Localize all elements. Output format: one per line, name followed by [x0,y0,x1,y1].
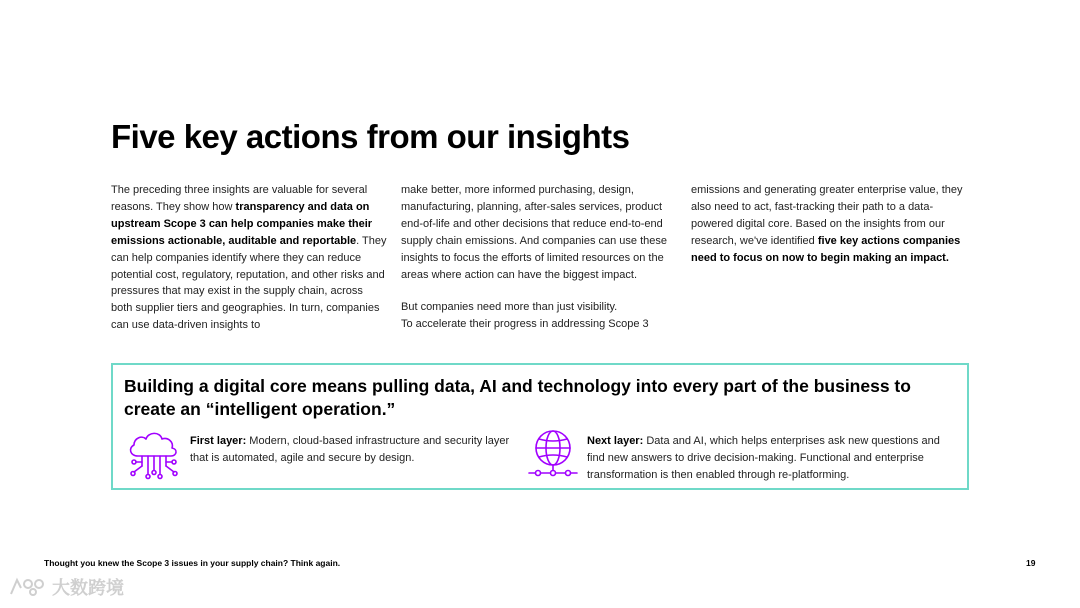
first-layer-label: First layer: [190,435,247,447]
col3-bold-text: five key actions companies need to focus on now to begin making an impact. [691,234,961,264]
watermark [8,574,124,600]
page-title: Five key actions from our insights [111,118,630,155]
callout-heading: Building a digital core means pulling data, AI and technology into every part of the business to create an “intelligent operation.” [124,376,911,419]
page-number: 19 [1026,558,1036,568]
col1-bold-text: transparency and data on upstream Scope 3 can help companies make their emissions actionable, auditable and reportable [111,200,373,247]
globe-network-icon [527,428,585,486]
first-layer-text: Modern, cloud-based infrastructure and security layer that is automated, agile and secure by design. [190,435,510,464]
col2-paragraph-3: To accelerate their progress in addressing Scope 3 [401,318,649,331]
footer-text: Thought you knew the Scope 3 issues in your supply chain? Think again. [44,558,341,568]
watermark-text: 大数跨境 [52,578,124,598]
next-layer-description [587,433,957,484]
next-layer-text: Data and AI, which helps enterprises ask new questions and find new answers to drive decision-making. Functional and enterprise transformation is then enabled through re-platforming. [587,435,940,481]
body-column-1 [111,182,387,334]
body-column-3 [691,182,967,267]
col1-text-c: . They can help companies identify where they can reduce potential cost, regulatory, reputation, and other risks and pressures that may exist in the supply chain, across both supplier tiers and geographies. [111,234,387,315]
col3-text-a: emissions and generating greater enterprise value, they also need to act, fast-tracking their path to a data-powered digital core. Based on the insights from our research, we've identified [691,184,963,247]
cloud-circuit-icon [124,426,182,484]
watermark-logo-icon [8,576,48,598]
col2-paragraph-1: make better, more informed purchasing, design, manufacturing, planning, after-sales services, product end-of-life and other decisions that reduce end-to-end supply chain emissions. And companies can use these insights to focus the efforts of limited resources on the areas where action can have the biggest impact. [401,184,667,281]
first-layer-description [190,433,520,467]
digital-core-callout [111,363,969,490]
col2-paragraph-2: But companies need more than just visibility. [401,301,618,314]
col1-paragraph-2: In turn, companies can use data-driven insights to [111,302,380,332]
col1-text-a: The preceding three insights are valuable for several reasons. They show how [111,184,368,213]
next-layer-label: Next layer: [587,435,644,447]
body-column-2 [401,182,677,333]
